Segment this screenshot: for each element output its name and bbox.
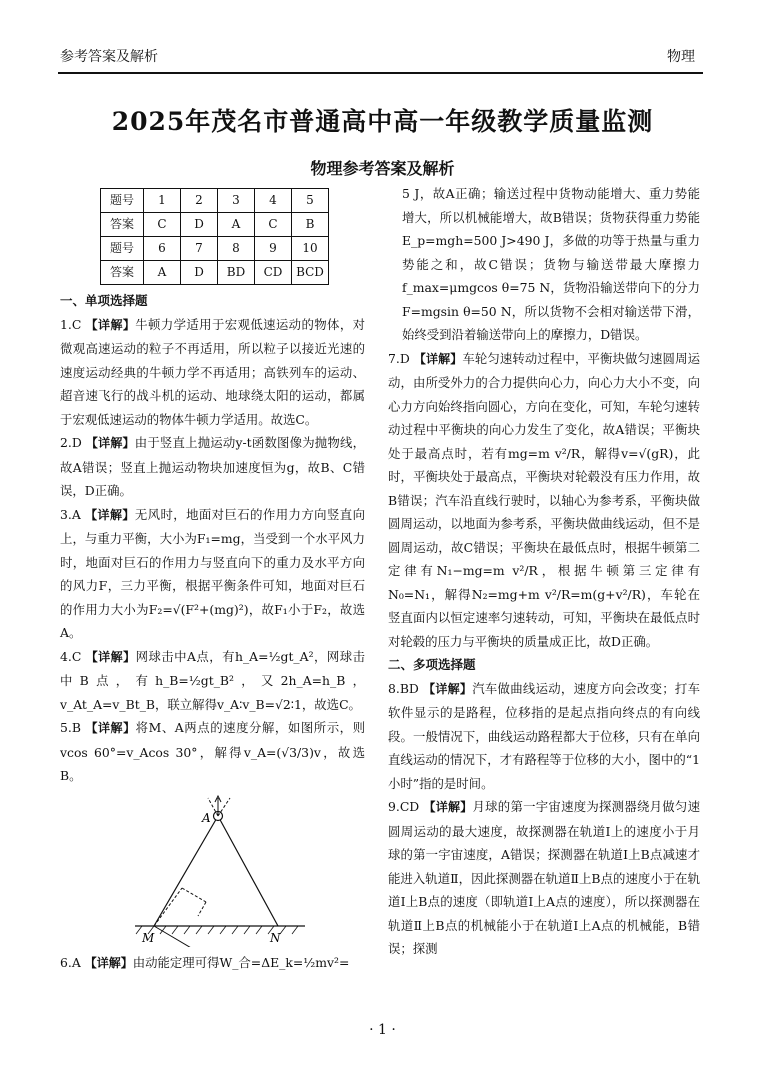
section-heading-multiple: 二、多项选择题 [388,657,476,672]
right-column [388,182,700,961]
rod-AN [218,816,278,926]
answer-table [100,188,329,285]
label-N: N [270,930,281,945]
table-row: 答案 C D A C B [101,213,329,237]
page-title: 2025年茂名市普通高中高一年级教学质量监测 [111,107,654,136]
label-A: A [202,810,211,825]
answer-9: 9.CD 【详解】月球的第一宇宙速度为探测器绕月做匀速圆周运动的最大速度，故探测器在轨道Ⅰ上的速度小于月球的第一宇宙速度，A错误；探测器在轨道Ⅰ上B点减速才能进入轨道Ⅱ，因此探测器在轨道Ⅱ上B点的速度小于在轨道Ⅰ上B点的速度（即轨道Ⅰ上A点的速度），所以探测器在轨道Ⅱ上B点的机械能小于在轨道Ⅰ上A点的机械能，B错误；探测 [388,799,700,956]
answer-1: 1.C 【详解】牛顿力学适用于宏观低速运动的物体，对微观高速运动的粒子不再适用，所以粒子以接近光速的速度运动经典的牛顿力学不再适用；高铁列车的运动、超音速飞行的战斗机的运动、地球绕太阳的运动，都属于宏观低速运动的物体牛顿力学适用。故选C。 [60,316,365,427]
header-subject: 物理 [667,49,695,65]
label-M: M [142,930,155,945]
table-row: 题号 1 2 3 4 5 [101,189,329,213]
answer-2: 2.D 【详解】由于竖直上抛运动y-t函数图像为抛物线，故A错误；竖直上抛运动物块加速度恒为g，故B、C错误，D正确。 [60,435,365,498]
answer-5: 5.B 【详解】将M、A两点的速度分解，如图所示，则vcos 60°=v_Acos 30°，解得v_A=(√3/3)v，故选B。 [60,720,365,783]
component-M-2 [182,888,206,902]
component-M-1 [154,888,182,926]
component-M-3 [198,902,206,916]
answer-4: 4.C 【详解】网球击中A点，有h_A=½gt_A²，网球击中B点，有h_B=½gt_B²，又2h_A=h_B，v_At_A=v_Bt_B，联立解得v_A∶v_B=√2∶1，故选C。 [60,648,365,712]
header-left: 参考答案及解析 [60,49,158,65]
answer-6-continued: 5 J，故A正确；输送过程中货物动能增大、重力势能增大，所以机械能增大，故B错误；货物获得重力势能E_p=mgh=500 J>490 J，多做的功等于热量与重力势能之和，故C错误；货物与输送带最大摩擦力f_max=μmgcos θ=75 N，货物沿输送带向下的分力F=mgsin θ=50 N，所以货物不会相对输送带下滑，始终受到沿着输送带向上的摩擦力，D错误。 [402,186,700,342]
answer-3: 3.A 【详解】无风时，地面对巨石的作用力方向竖直向上，与重力平衡，大小为F₁=mg，当受到一个水平风力时，地面对巨石的作用力与竖直向下的重力及水平方向的风力F，三力平衡，根据平衡条件可知，地面对巨石的作用力大小为F₂=√(F²+(mg)²)，故F₁小于F₂，故选A。 [60,506,365,640]
answer-6: 6.A 【详解】由动能定理可得W_合=ΔE_k=½mv²= [60,954,350,970]
velocity-decomposition-figure [120,792,310,947]
answer-7: 7.D 【详解】车轮匀速转动过程中，平衡块做匀速圆周运动，由所受外力的合力提供向心力，向心力大小不变，向心力方向始终指向圆心，方向在变化，可知，车轮匀速转动过程中平衡块的向心力发生了变化，故A错误；平衡块处于最高点时，若有mg=m v²/R，解得v=√(gR)，此时，平衡块处于最高点，平衡块对轮毂没有压力作用，故B错误；汽车沿直线行驶时，以轴心为参考系，平衡块做圆周运动，以地面为参考系，平衡块做曲线运动，但不是圆周运动，故C错误；平衡块在最低点时，根据牛顿第二定律有N₁−mg=m v²/R，根据牛顿第三定律有N₀=N₁，解得N₂=mg+m v²/R=m(g+v²/R)，车轮在竖直面内以恒定速率匀速转动，可知，平衡块在最低点时对轮毂的压力与平衡块的质量成正比，故D正确。 [388,350,700,649]
answer-8: 8.BD 【详解】汽车做曲线运动，速度方向会改变；打车软件显示的是路程，位移指的是起点指向终点的有向线段。一般情况下，曲线运动路程都大于位移，只有在单向直线运动的情况下，才有路程等于位移的大小，图中的“1小时”指的是时间。 [388,680,700,791]
rod-MA [154,816,218,926]
section-heading-single: 一、单项选择题 [60,293,148,308]
table-row: 题号 6 7 8 9 10 [101,237,329,261]
page-subtitle: 物理参考答案及解析 [310,159,455,178]
page-number: · 1 · [369,1022,396,1038]
table-row: 答案 A D BD CD BCD [101,261,329,285]
header-rule [58,72,703,74]
left-column [60,186,365,975]
